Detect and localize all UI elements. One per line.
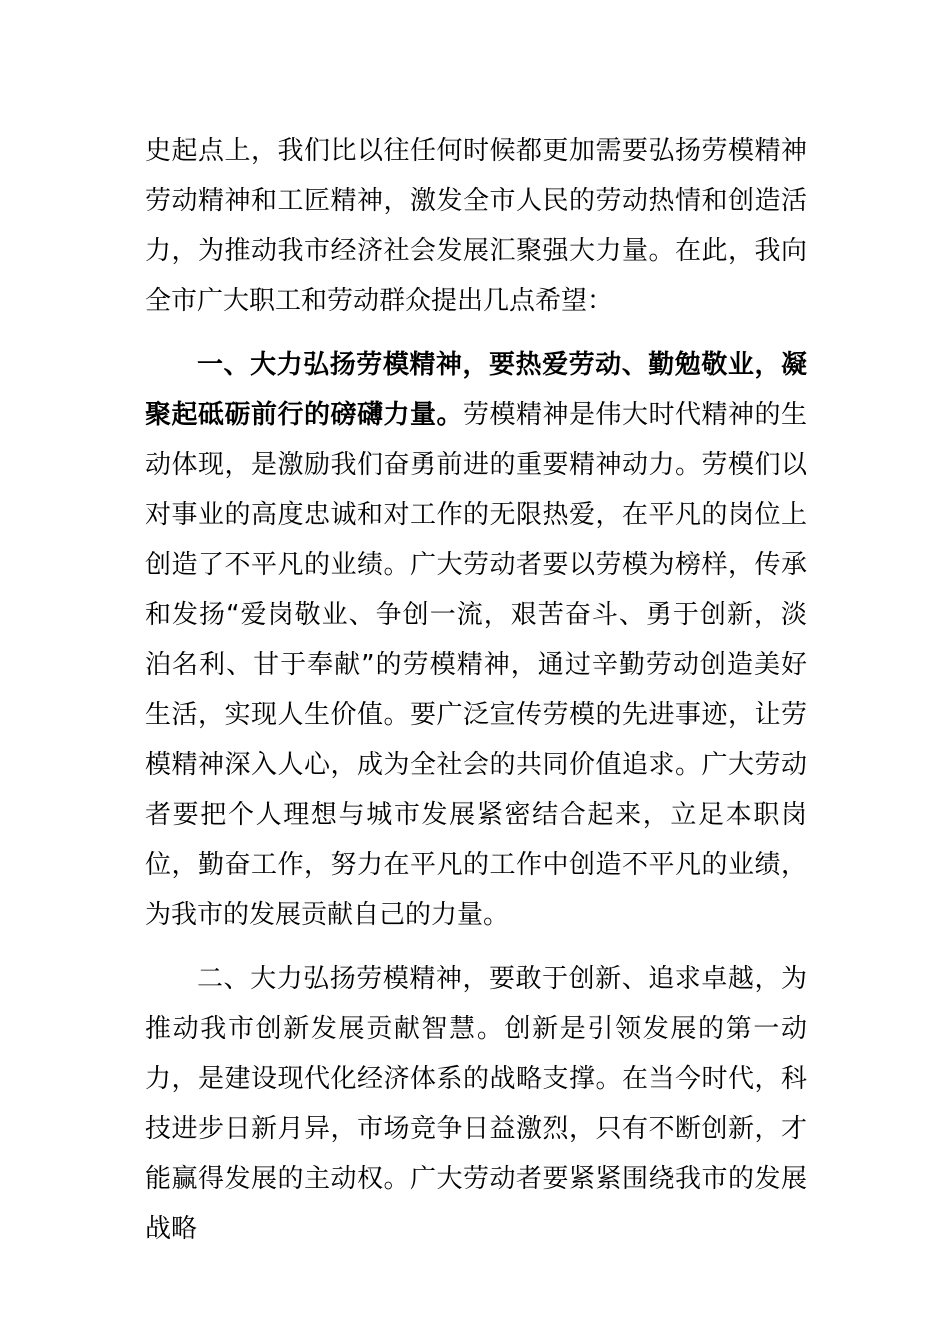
- paragraph-text: 劳模精神是伟大时代精神的生动体现，是激励我们奋勇前进的重要精神动力。劳模们以对事业的高度忠诚和对工作的无限热爱，在平凡的岗位上创造了不平凡的业绩。广大劳动者要以劳模为榜样，传承和发扬“爱岗敬业、争创一流，艰苦奋斗、勇于创新，淡泊名利、甘于奉献”的劳模精神，通过辛勤劳动创造美好生活，实现人生价值。要广泛宣传劳模的先进事迹，让劳模精神深入人心，成为全社会的共同价值追求。广大劳动者要把个人理想与城市发展紧密结合起来，立足本职岗位，勤奋工作，努力在平凡的工作中创造不平凡的业绩，为我市的发展贡献自己的力量。: [145, 400, 807, 930]
- paragraph-continuation: [145, 126, 807, 326]
- paragraph-section-two: [145, 954, 807, 1254]
- section-heading-one: 一、大力弘扬劳模精神，要热爱劳动、勤勉敬业，凝聚起砥砺前行的磅礴力量。: [145, 350, 807, 430]
- paragraph-text: 史起点上，我们比以往任何时候都更加需要弘扬劳模精神劳动精神和工匠精神，激发全市人民的劳动热情和创造活力，为推动我市经济社会发展汇聚强大力量。在此，我向全市广大职工和劳动群众提出几点希望：: [145, 136, 807, 316]
- body-text: [145, 126, 807, 1254]
- paragraph-text: 二、大力弘扬劳模精神，要敢于创新、追求卓越，为推动我市创新发展贡献智慧。创新是引领发展的第一动力，是建设现代化经济体系的战略支撑。在当今时代，科技进步日新月异，市场竞争日益激烈，只有不断创新，才能赢得发展的主动权。广大劳动者要紧紧围绕我市的发展战略: [145, 964, 807, 1244]
- paragraph-section-one: [145, 340, 807, 940]
